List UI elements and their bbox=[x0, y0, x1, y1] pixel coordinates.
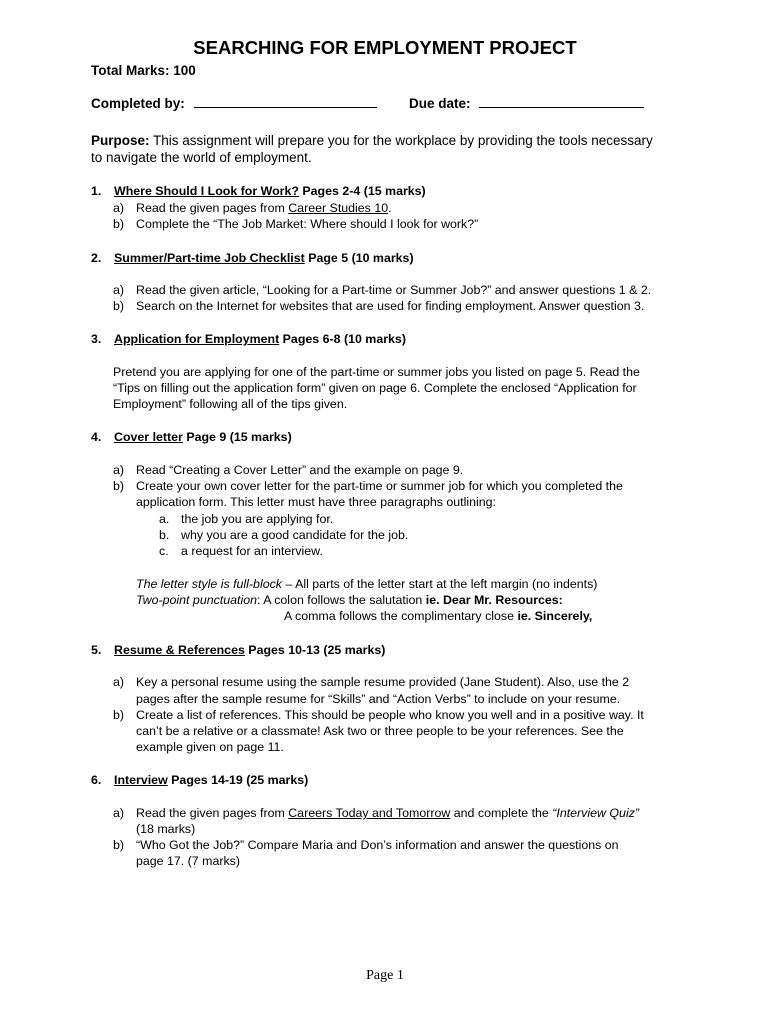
section-6-item-a-cont: (18 marks) bbox=[136, 822, 196, 836]
completed-by-row bbox=[91, 96, 377, 111]
section-1-pages: Pages 2-4 (15 marks) bbox=[298, 184, 426, 198]
completed-by-field[interactable] bbox=[194, 96, 377, 108]
section-2-item-a bbox=[113, 283, 651, 297]
section-number: 5. bbox=[91, 643, 102, 657]
book-title: Careers Today and Tomorrow bbox=[288, 806, 451, 820]
item-text: Read “Creating a Cover Letter” and the example on page 9. bbox=[136, 463, 464, 477]
comma-desc: A comma follows the complimentary close bbox=[284, 609, 518, 623]
sub-item-text: a request for an interview. bbox=[181, 544, 323, 558]
item-label: a) bbox=[113, 463, 125, 477]
section-6-item-b-cont: page 17. (7 marks) bbox=[136, 854, 240, 868]
section-1-heading bbox=[91, 184, 426, 198]
page-title: SEARCHING FOR EMPLOYMENT PROJECT bbox=[193, 37, 577, 58]
section-number: 1. bbox=[91, 184, 102, 198]
section-4-item-a bbox=[113, 463, 463, 477]
section-number: 6. bbox=[91, 773, 102, 787]
total-marks: Total Marks: 100 bbox=[91, 63, 196, 78]
section-4-sub-item bbox=[159, 544, 323, 558]
purpose-label: Purpose: bbox=[91, 133, 150, 148]
section-2-heading bbox=[91, 251, 414, 265]
section-5-item-b-cont-2: example given on page 11. bbox=[136, 740, 284, 754]
letter-style-desc: – All parts of the letter start at the left margin (no indents) bbox=[281, 577, 598, 591]
section-6-item-b bbox=[113, 838, 619, 852]
section-4-heading bbox=[91, 430, 292, 444]
section-5-pages: Pages 10-13 (25 marks) bbox=[244, 643, 386, 657]
section-number: 2. bbox=[91, 251, 102, 265]
item-label: a) bbox=[113, 675, 125, 689]
section-4-item-b bbox=[113, 479, 623, 493]
item-label: b) bbox=[113, 838, 125, 852]
sub-item-label: a. bbox=[159, 512, 170, 526]
purpose-text-1: This assignment will prepare you for the workplace by providing the tools necessary bbox=[153, 133, 653, 148]
item-text: “Who Got the Job?” Compare Maria and Don’s information and answer the questions on bbox=[136, 838, 619, 852]
section-3-heading bbox=[91, 332, 406, 346]
item-text: Key a personal resume using the sample resume provided (Jane Student). Also, use the 2 bbox=[136, 675, 630, 689]
section-2-item-b bbox=[113, 299, 644, 313]
section-1-item-b bbox=[113, 217, 478, 231]
quiz-title: “Interview Quiz” bbox=[552, 806, 640, 820]
section-5-heading bbox=[91, 643, 385, 657]
section-1-item-a bbox=[113, 201, 392, 215]
section-number: 3. bbox=[91, 332, 102, 346]
item-label: b) bbox=[113, 217, 125, 231]
sub-item-text: the job you are applying for. bbox=[181, 512, 334, 526]
section-2-pages: Page 5 (10 marks) bbox=[304, 251, 414, 265]
section-5-item-b-cont-1: can’t be a relative or a classmate! Ask two or three people to be your references. See the bbox=[136, 724, 624, 738]
section-number: 4. bbox=[91, 430, 102, 444]
section-4-sub-item bbox=[159, 528, 408, 542]
section-4-sub-item bbox=[159, 512, 333, 526]
sub-item-label: b. bbox=[159, 528, 170, 542]
due-date-label: Due date: bbox=[409, 96, 471, 111]
sub-item-text: why you are a good candidate for the job. bbox=[181, 528, 409, 542]
section-3-pages: Pages 6-8 (10 marks) bbox=[279, 332, 406, 346]
item-label: a) bbox=[113, 201, 125, 215]
section-6-pages: Pages 14-19 (25 marks) bbox=[167, 773, 309, 787]
section-6-link: Interview bbox=[114, 773, 168, 787]
item-text: Complete the “The Job Market: Where should I look for work?” bbox=[136, 217, 479, 231]
punctuation-note bbox=[136, 593, 563, 607]
section-2-link: Summer/Part-time Job Checklist bbox=[114, 251, 305, 265]
item-label: b) bbox=[113, 708, 125, 722]
item-label: b) bbox=[113, 299, 125, 313]
item-text: Read the given pages from bbox=[136, 806, 289, 820]
letter-style-term: The letter style is full-block bbox=[136, 577, 282, 591]
item-text: Read the given article, “Looking for a Part-time or Summer Job?” and answer questions 1 & 2. bbox=[136, 283, 652, 297]
item-text: Search on the Internet for websites that are used for finding employment. Answer question 3. bbox=[136, 299, 645, 313]
section-3-para-line-3: Employment” following all of the tips given. bbox=[113, 397, 348, 411]
purpose-line-1 bbox=[91, 133, 653, 148]
item-text: Read the given pages from bbox=[136, 201, 289, 215]
section-6-item-a bbox=[113, 806, 639, 820]
due-date-field[interactable] bbox=[479, 96, 644, 108]
section-5-link: Resume & References bbox=[114, 643, 245, 657]
section-4-item-b-cont: application form. This letter must have three paragraphs outlining: bbox=[136, 495, 496, 509]
item-text-mid: and complete the bbox=[450, 806, 553, 820]
completed-by-label: Completed by: bbox=[91, 96, 185, 111]
item-label: a) bbox=[113, 283, 125, 297]
section-5-item-a bbox=[113, 675, 629, 689]
item-text: Create your own cover letter for the part-time or summer job for which you completed the bbox=[136, 479, 623, 493]
item-label: b) bbox=[113, 479, 125, 493]
purpose-text-2: to navigate the world of employment. bbox=[91, 150, 312, 165]
section-1-link: Where Should I Look for Work? bbox=[114, 184, 299, 198]
sub-item-label: c. bbox=[159, 544, 169, 558]
comma-note bbox=[284, 609, 592, 623]
section-5-item-b bbox=[113, 708, 644, 722]
salutation-example: ie. Dear Mr. Resources: bbox=[425, 593, 563, 607]
due-date-row bbox=[409, 96, 644, 111]
section-4-pages: Page 9 (15 marks) bbox=[182, 430, 292, 444]
section-6-heading bbox=[91, 773, 308, 787]
section-3-para-line-1: Pretend you are applying for one of the part-time or summer jobs you listed on page 5. Read the bbox=[113, 365, 640, 379]
closing-example: ie. Sincerely, bbox=[517, 609, 593, 623]
letter-style-note bbox=[136, 577, 597, 591]
section-5-item-a-cont: pages after the sample resume for “Skills” and “Action Verbs” to include on your resume. bbox=[136, 692, 621, 706]
page-number: Page 1 bbox=[366, 968, 404, 983]
item-text: Create a list of references. This should be people who know you well and in a positive way. It bbox=[136, 708, 644, 722]
section-3-para-line-2: “Tips on filling out the application form” given on page 6. Complete the enclosed “Application for bbox=[113, 381, 637, 395]
punctuation-desc: : A colon follows the salutation bbox=[257, 593, 426, 607]
section-4-link: Cover letter bbox=[114, 430, 183, 444]
section-3-link: Application for Employment bbox=[114, 332, 280, 346]
punctuation-term: Two-point punctuation bbox=[136, 593, 257, 607]
item-label: a) bbox=[113, 806, 125, 820]
book-title: Career Studies 10 bbox=[288, 201, 389, 215]
item-text-end: . bbox=[388, 201, 392, 215]
